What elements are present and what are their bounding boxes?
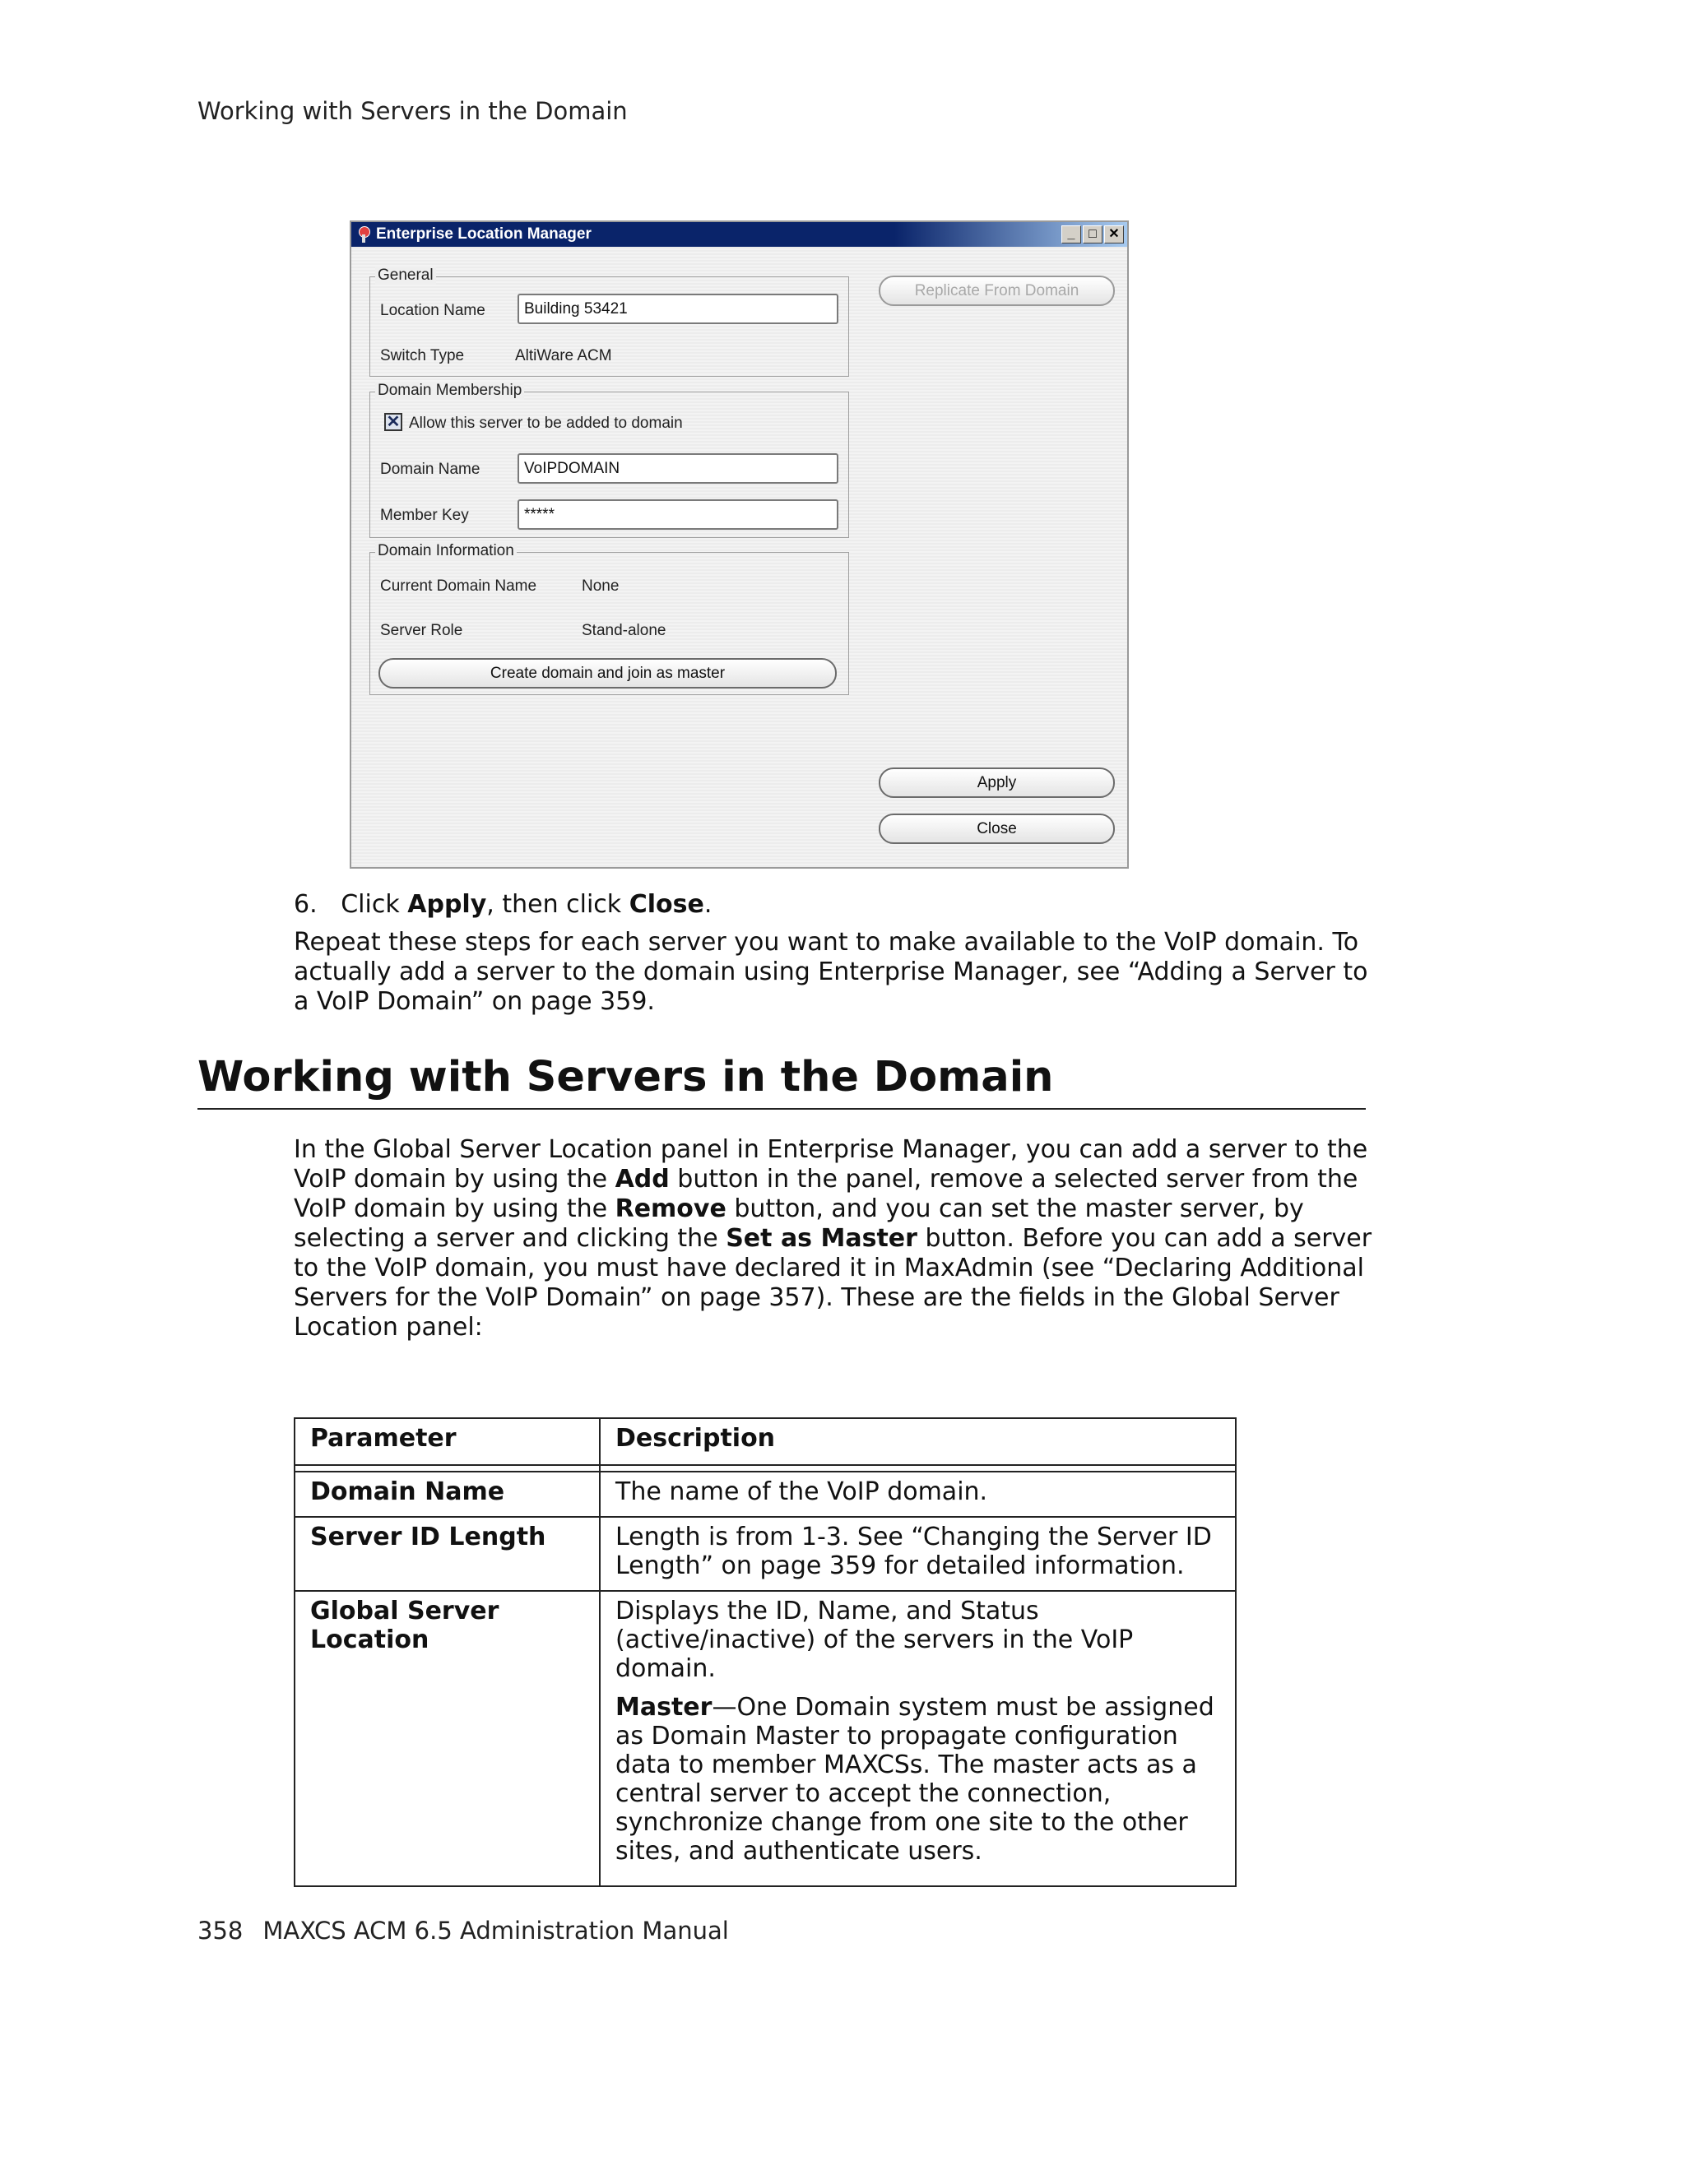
row-parameter: Domain Name (295, 1472, 600, 1517)
close-icon[interactable]: ✕ (1104, 225, 1124, 243)
step-text-mid: , then click (486, 890, 629, 919)
para2-text-3: button, and you can set the master server, by selecting a server and clicking the (294, 1194, 1304, 1253)
replicate-from-domain-button[interactable]: Replicate From Domain (879, 276, 1115, 306)
java-app-icon (356, 226, 371, 243)
header-parameter: Parameter (295, 1418, 600, 1465)
enterprise-location-manager-dialog (350, 220, 1129, 869)
row-description-p2 (615, 1693, 1220, 1866)
page-number: 358 (197, 1917, 244, 1945)
master-text: —One Domain system must be assigned as Domain Master to propagate configuration data to member MAXCSs. The master acts as a central server to accept the connection, synchronize change from one site to the other sites, and authenticate users. (615, 1693, 1214, 1866)
row-parameter: Server ID Length (295, 1517, 600, 1591)
section-heading: Working with Servers in the Domain (197, 1053, 1366, 1110)
para2-text-4: button. Before you can add a server to the VoIP domain, you must have declared it in MaxAdmin (see “Declaring Additional Servers for the VoIP Domain” on page 357). These are the fields in the Global Server Location panel: (294, 1224, 1372, 1342)
domain-information-group (369, 542, 849, 695)
general-legend: General (375, 267, 436, 285)
header-description: Description (600, 1418, 1236, 1465)
row-description: The name of the VoIP domain. (600, 1472, 1236, 1517)
allow-checkbox-label[interactable]: Allow this server to be added to domain (409, 415, 683, 432)
domain-name-label: Domain Name (380, 461, 480, 478)
table-row (295, 1517, 1236, 1591)
para2-remove-bold: Remove (615, 1194, 726, 1223)
location-name-label: Location Name (380, 302, 485, 319)
table-row (295, 1591, 1236, 1886)
row-description (600, 1591, 1236, 1886)
domain-name-input[interactable]: VoIPDOMAIN (518, 453, 838, 484)
minimize-icon[interactable]: _ (1061, 225, 1081, 243)
dialog-titlebar[interactable] (351, 222, 1127, 247)
step-close-bold: Close (629, 890, 704, 919)
row-description: Length is from 1-3. See “Changing the Server ID Length” on page 359 for detailed information. (600, 1517, 1236, 1591)
running-header: Working with Servers in the Domain (197, 97, 628, 125)
current-domain-label: Current Domain Name (380, 577, 537, 595)
para2-add-bold: Add (615, 1165, 670, 1194)
create-domain-button[interactable]: Create domain and join as master (378, 658, 837, 689)
server-role-value: Stand-alone (582, 622, 666, 639)
table-header-row (295, 1418, 1236, 1465)
apply-button[interactable]: Apply (879, 767, 1115, 798)
para2-set-master-bold: Set as Master (726, 1224, 917, 1253)
table-row (295, 1472, 1236, 1517)
domain-membership-legend: Domain Membership (375, 382, 524, 400)
repeat-steps-paragraph: Repeat these steps for each server you want to make available to the VoIP domain. To actually add a server to the domain using Enterprise Manager, see “Adding a Server to a VoIP Domain” on page 359. (294, 928, 1368, 1016)
member-key-input[interactable]: ***** (518, 499, 838, 530)
current-domain-value: None (582, 577, 620, 595)
allow-checkbox-icon[interactable]: ✕ (384, 413, 402, 431)
step-6 (294, 890, 712, 919)
table-header-separator (295, 1465, 1236, 1472)
row-parameter: Global Server Location (295, 1591, 600, 1886)
switch-type-value: AltiWare ACM (515, 347, 612, 364)
maximize-icon[interactable]: □ (1083, 225, 1102, 243)
para2-text-1: In the Global Server Location panel in Enterprise Manager, you can add a server to the VoIP domain by using the (294, 1135, 1368, 1194)
member-key-label: Member Key (380, 507, 469, 524)
domain-information-legend: Domain Information (375, 542, 517, 560)
switch-type-label: Switch Type (380, 347, 465, 364)
master-bold: Master (615, 1693, 713, 1722)
servers-domain-paragraph (294, 1135, 1380, 1342)
manual-title: MAXCS ACM 6.5 Administration Manual (262, 1917, 729, 1945)
step-text-pre: Click (341, 890, 408, 919)
close-button[interactable]: Close (879, 814, 1115, 844)
para2-text-2: button in the panel, remove a selected server from the VoIP domain by using the (294, 1165, 1358, 1223)
row-description-p1: Displays the ID, Name, and Status (active/inactive) of the servers in the VoIP domain. (615, 1597, 1134, 1683)
location-name-input[interactable]: Building 53421 (518, 294, 838, 324)
step-apply-bold: Apply (407, 890, 487, 919)
domain-membership-group (369, 382, 849, 538)
parameter-table (294, 1417, 1237, 1887)
step-text-post: . (703, 890, 713, 919)
general-group (369, 267, 849, 377)
dialog-title: Enterprise Location Manager (376, 225, 592, 243)
page-footer (197, 1917, 729, 1945)
step-number: 6. (294, 890, 318, 919)
server-role-label: Server Role (380, 622, 463, 639)
